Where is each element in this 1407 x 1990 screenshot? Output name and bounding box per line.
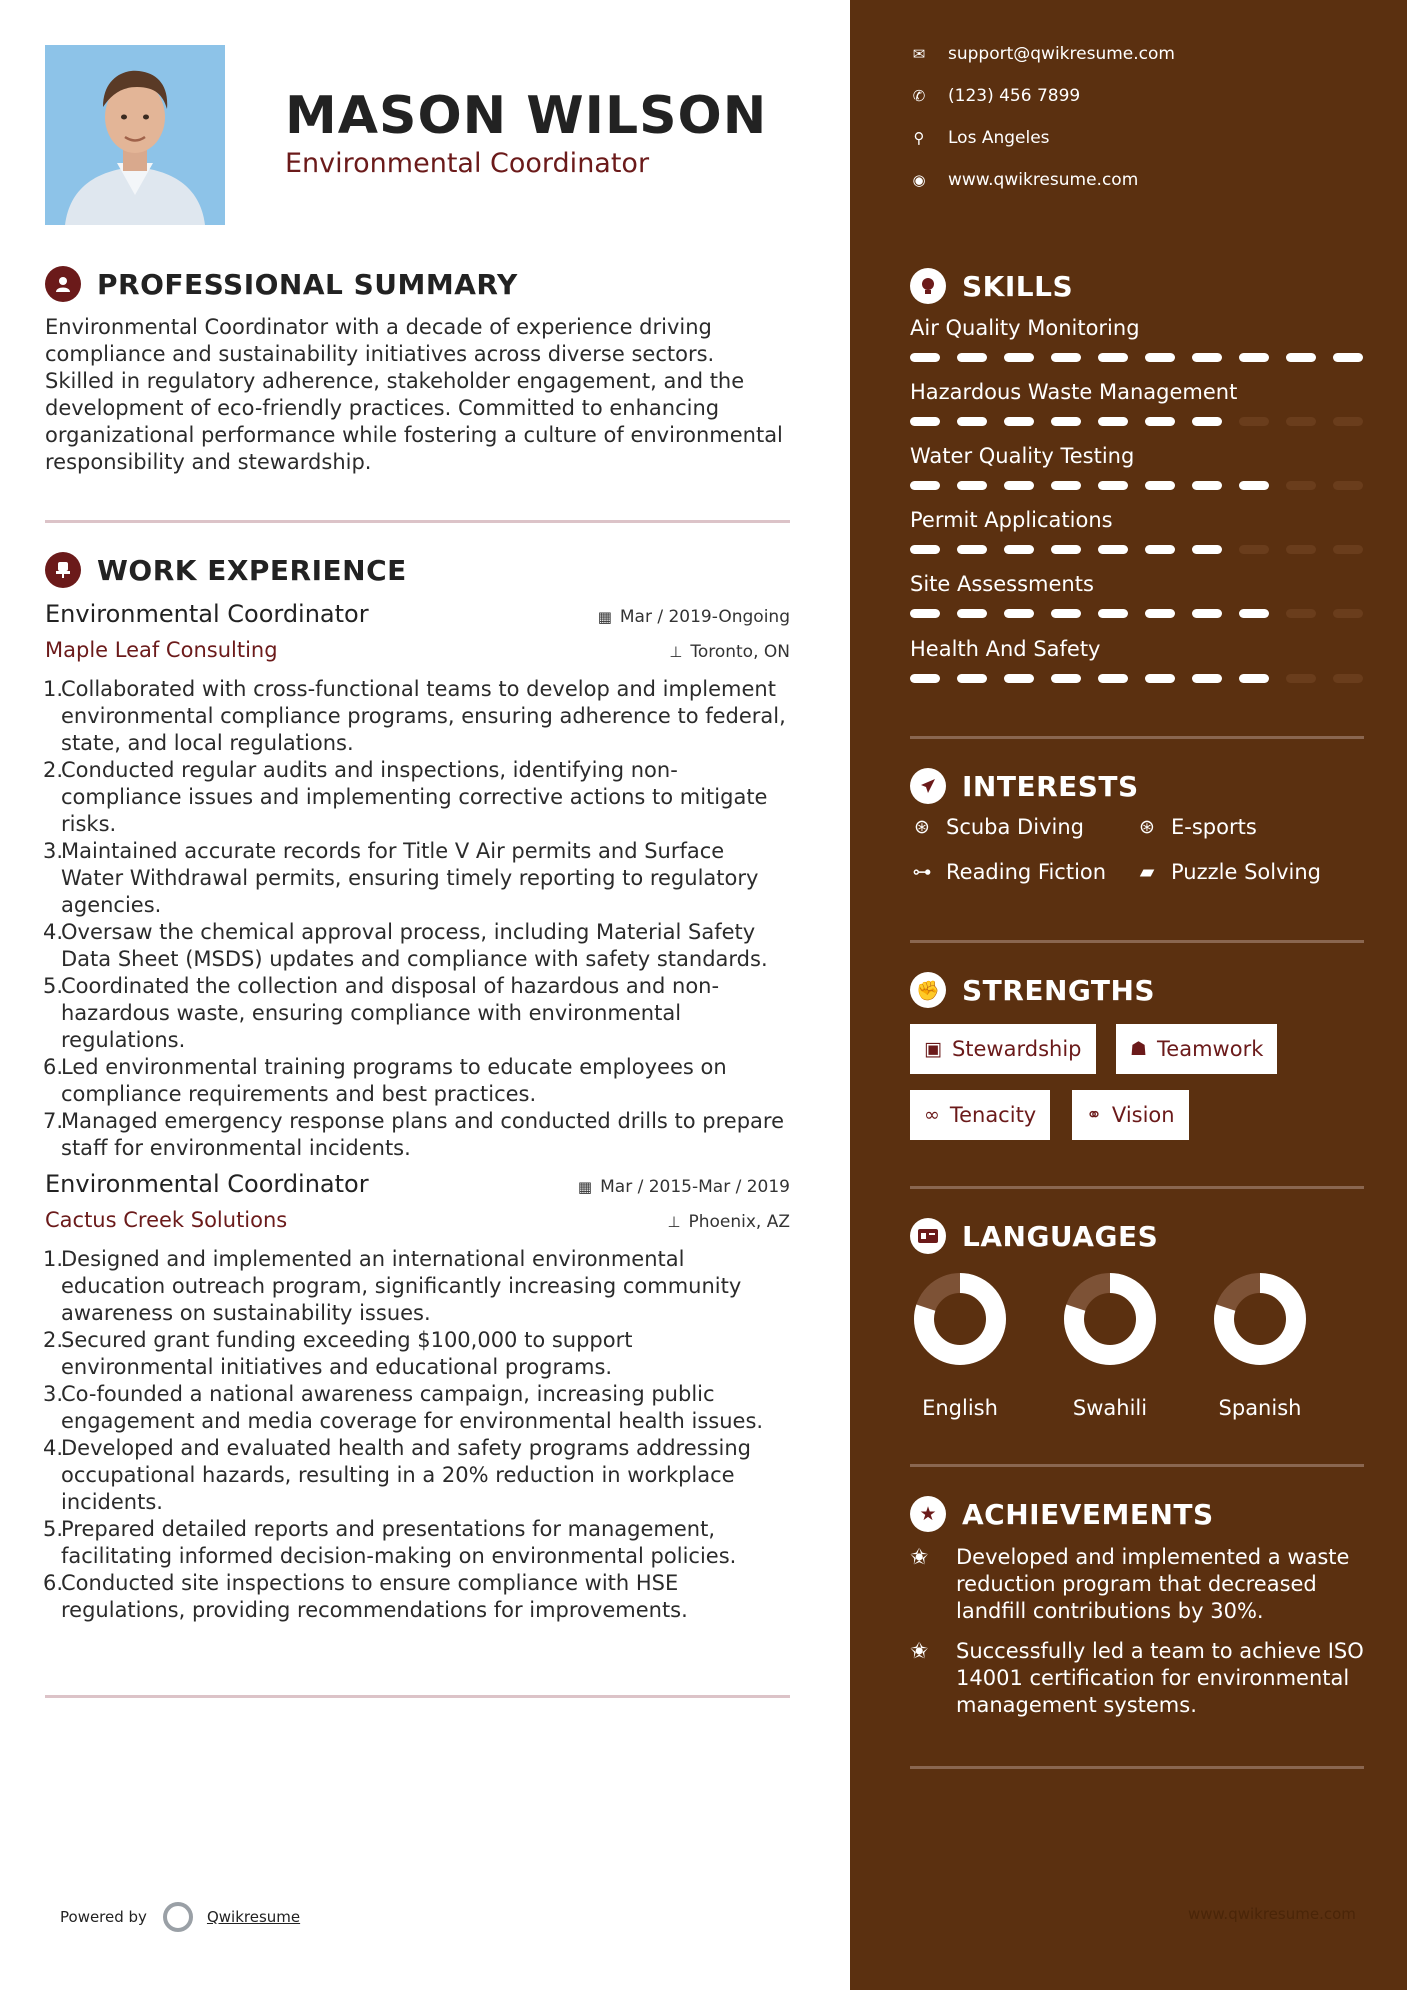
- interest-label: Reading Fiction: [946, 860, 1107, 884]
- interest-label: Puzzle Solving: [1171, 860, 1321, 884]
- contact-email-text: support@qwikresume.com: [948, 44, 1175, 64]
- skill-level-segment: [1004, 545, 1034, 554]
- list-item: 4. Developed and evaluated health and safety programs addressing occupational hazards, resulting in a 20% reduction in workplace incidents.: [43, 1436, 751, 1514]
- skill-level-segment: [910, 609, 940, 618]
- powered-by-label: Powered by: [60, 1908, 147, 1926]
- list-item: 4. Oversaw the chemical approval process, including Material Safety Data Sheet (MSDS) updates and compliance with safety standards.: [43, 920, 768, 971]
- skill-level-segment: [1239, 545, 1269, 554]
- skill-level-segment: [1051, 353, 1081, 362]
- contact-website-text: www.qwikresume.com: [948, 170, 1139, 190]
- language-name: Spanish: [1218, 1396, 1302, 1420]
- skill-level-segment: [1051, 545, 1081, 554]
- skill-level-segment: [1333, 545, 1363, 554]
- footer-site: www.qwikresume.com: [1188, 1905, 1356, 1923]
- list-item: 6. Conducted site inspections to ensure compliance with HSE regulations, providing recommendations for improvements.: [43, 1571, 688, 1622]
- skill-name: Air Quality Monitoring: [910, 316, 1140, 340]
- divider: [45, 1695, 790, 1698]
- job-duties: [45, 1246, 790, 1624]
- divider: [910, 1464, 1364, 1467]
- list-item: 7. Managed emergency response plans and conducted drills to prepare staff for environmental incidents.: [43, 1109, 784, 1160]
- skills-title: SKILLS: [962, 269, 1074, 303]
- divider: [910, 1186, 1364, 1189]
- calendar-icon: ▦: [577, 1178, 593, 1196]
- skill-level-segment: [1098, 417, 1128, 426]
- contact-email[interactable]: [910, 44, 1175, 64]
- skill-level-segment: [957, 417, 987, 426]
- skill-level-segment: [1145, 353, 1175, 362]
- skill-level-segment: [1004, 674, 1034, 683]
- strength-label: Stewardship: [951, 1037, 1082, 1061]
- list-item: 3. Co-founded a national awareness campaign, increasing public engagement and media coverage for environmental health issues.: [43, 1382, 764, 1433]
- list-item: 1. Collaborated with cross-functional teams to develop and implement environmental compliance programs, ensuring adherence to federal, state, and local regulations.: [43, 677, 786, 755]
- skill-level-segment: [1333, 609, 1363, 618]
- skill-level-segment: [910, 353, 940, 362]
- powered-by: [60, 1902, 300, 1932]
- star-badge-icon: ★: [910, 1496, 946, 1532]
- skill-row: [910, 380, 1364, 426]
- skill-row: [910, 444, 1364, 490]
- skill-level-segment: [1004, 353, 1034, 362]
- strength-label: Tenacity: [949, 1103, 1037, 1127]
- achievement-text: Successfully led a team to achieve ISO 14001 certification for environmental management systems.: [956, 1639, 1364, 1717]
- language-item: [1190, 1272, 1330, 1420]
- gamepad-icon: ⊶: [912, 861, 932, 883]
- strengths-heading: [910, 972, 1155, 1008]
- divider: [45, 520, 790, 523]
- binoculars-icon: ⚭: [1086, 1104, 1102, 1126]
- summary-text: Environmental Coordinator with a decade of experience driving compliance and sustainability initiatives across diverse sectors. Skilled in regulatory adherence, stakeholder engagement, and the development of eco-friendly practices. Committed to enhancing organizational performance while fostering a culture of environmental responsibility and stewardship.: [45, 315, 783, 474]
- skill-level-segment: [1333, 417, 1363, 426]
- skill-level-segment: [957, 674, 987, 683]
- list-item: 6. Led environmental training programs to educate employees on compliance requirements and best practices.: [43, 1055, 727, 1106]
- contact-phone[interactable]: [910, 86, 1080, 106]
- brand-link[interactable]: Qwikresume: [206, 1908, 301, 1926]
- list-item: 5. Prepared detailed reports and presentations for management, facilitating informed decision-making on environmental policies.: [43, 1517, 737, 1568]
- fist-icon: ✊: [910, 972, 946, 1008]
- map-marker-icon: ⚲: [913, 129, 925, 147]
- job-dates: [578, 1177, 790, 1197]
- lifebuoy-icon: ⊛: [914, 816, 930, 838]
- skill-level-segment: [1098, 481, 1128, 490]
- skill-level-segment: [1145, 674, 1175, 683]
- skill-level-segment: [1192, 417, 1222, 426]
- skill-level-bar: [910, 417, 1364, 426]
- skill-level-segment: [1333, 481, 1363, 490]
- job-location-text: Phoenix, AZ: [688, 1212, 790, 1232]
- skills-heading: [910, 268, 1073, 304]
- skill-level-segment: [1239, 609, 1269, 618]
- skill-level-segment: [910, 674, 940, 683]
- contact-location: [910, 128, 1050, 148]
- achievement-text: Developed and implemented a waste reduction program that decreased landfill contributions by 30%.: [956, 1545, 1350, 1623]
- skill-row: [910, 637, 1364, 683]
- skill-level-bar: [910, 545, 1364, 554]
- strength-badge: [1072, 1090, 1189, 1140]
- language-name: Swahili: [1072, 1396, 1148, 1420]
- shooting-star-icon: ✬: [910, 1545, 929, 1570]
- list-item: 1. Designed and implemented an international environmental education outreach program, significantly increasing community awareness on sustainability issues.: [43, 1247, 742, 1325]
- strength-badge: [910, 1024, 1096, 1074]
- skill-level-segment: [957, 609, 987, 618]
- achievements-heading: [910, 1496, 1214, 1532]
- interests-title: INTERESTS: [962, 769, 1139, 803]
- skill-level-segment: [1004, 609, 1034, 618]
- interest-item: [910, 860, 1106, 884]
- skill-row: [910, 572, 1364, 618]
- summary-title: PROFESSIONAL SUMMARY: [97, 267, 518, 301]
- company-name: Maple Leaf Consulting: [45, 638, 278, 662]
- skill-level-bar: [910, 481, 1364, 490]
- job-location: [667, 1212, 790, 1232]
- skill-level-segment: [1239, 674, 1269, 683]
- skill-level-segment: [1051, 417, 1081, 426]
- user-icon: [45, 266, 81, 302]
- company-name: Cactus Creek Solutions: [45, 1208, 288, 1232]
- briefcase-chair-icon: [45, 552, 81, 588]
- skill-level-segment: [1333, 353, 1363, 362]
- skill-level-segment: [1051, 609, 1081, 618]
- interests-heading: [910, 768, 1139, 804]
- job-dates-text: Mar / 2019-Ongoing: [619, 607, 790, 627]
- skill-level-segment: [1286, 674, 1316, 683]
- envelope-icon: ✉: [912, 45, 926, 63]
- divider: [910, 1766, 1364, 1769]
- skill-level-segment: [957, 545, 987, 554]
- job-dates-text: Mar / 2015-Mar / 2019: [600, 1177, 790, 1197]
- job-dates: [598, 607, 790, 627]
- lifebuoy-icon: ⊛: [1139, 816, 1155, 838]
- contact-phone-text: (123) 456 7899: [948, 86, 1081, 106]
- skill-level-bar: [910, 353, 1364, 362]
- list-item: 3. Maintained accurate records for Title V Air permits and Surface Water Withdrawal permits, ensuring timely reporting to regulatory agencies.: [43, 839, 759, 917]
- skill-level-segment: [1051, 481, 1081, 490]
- job-duties: [45, 676, 790, 1162]
- language-ring: [1063, 1272, 1157, 1366]
- qwikresume-logo-icon: [163, 1902, 193, 1932]
- job-title: Environmental Coordinator: [45, 600, 369, 628]
- job-location-text: Toronto, ON: [690, 642, 790, 662]
- skill-level-segment: [1286, 545, 1316, 554]
- users-icon: ☗: [1130, 1038, 1148, 1060]
- interest-item: [1135, 815, 1257, 839]
- strength-label: Vision: [1111, 1103, 1175, 1127]
- skill-level-segment: [957, 481, 987, 490]
- lightbulb-icon: [910, 268, 946, 304]
- divider: [910, 736, 1364, 739]
- skill-level-segment: [910, 545, 940, 554]
- skill-row: [910, 316, 1364, 362]
- skill-level-segment: [1192, 353, 1222, 362]
- skill-level-segment: [1004, 417, 1034, 426]
- strength-badge: [1116, 1024, 1277, 1074]
- interest-label: Scuba Diving: [946, 815, 1084, 839]
- strength-label: Teamwork: [1157, 1037, 1264, 1061]
- job-title: Environmental Coordinator: [45, 1170, 369, 1198]
- skill-level-segment: [1098, 674, 1128, 683]
- languages-title: LANGUAGES: [962, 1219, 1159, 1253]
- divider: [910, 940, 1364, 943]
- language-ring: [913, 1272, 1007, 1366]
- achievement-item: [910, 1638, 1364, 1719]
- skill-name: Water Quality Testing: [910, 444, 1135, 468]
- language-item: [890, 1272, 1030, 1420]
- job-entry: [45, 1170, 790, 1624]
- skill-level-bar: [910, 609, 1364, 618]
- skill-level-segment: [1239, 417, 1269, 426]
- skill-level-segment: [1145, 481, 1175, 490]
- skill-level-segment: [1286, 417, 1316, 426]
- skill-level-segment: [1145, 609, 1175, 618]
- skill-name: Hazardous Waste Management: [910, 380, 1238, 404]
- summary-heading: [45, 266, 518, 302]
- languages-heading: [910, 1218, 1158, 1254]
- sidebar: [850, 0, 1407, 1990]
- list-item: 5. Coordinated the collection and disposal of hazardous and non-hazardous waste, ensuring compliance with environmental regulations.: [43, 974, 720, 1052]
- job-entry: [45, 600, 790, 1162]
- skill-name: Health And Safety: [910, 637, 1101, 661]
- experience-title: WORK EXPERIENCE: [97, 553, 407, 587]
- strength-badge: [910, 1090, 1050, 1140]
- skill-level-segment: [1239, 481, 1269, 490]
- skill-level-bar: [910, 674, 1364, 683]
- book-icon: ▰: [1139, 861, 1155, 883]
- candidate-name: MASON WILSON: [285, 86, 768, 146]
- list-item: 2. Secured grant funding exceeding $100,000 to support environmental initiatives and educational programs.: [43, 1328, 633, 1379]
- interest-item: [910, 815, 1084, 839]
- link-icon: ∞: [924, 1104, 940, 1126]
- skill-level-segment: [1145, 417, 1175, 426]
- skill-level-segment: [1286, 481, 1316, 490]
- skill-level-segment: [910, 417, 940, 426]
- candidate-title: Environmental Coordinator: [285, 148, 650, 179]
- skill-level-segment: [957, 353, 987, 362]
- achievement-item: [910, 1544, 1364, 1625]
- contact-website[interactable]: [910, 170, 1138, 190]
- skill-level-segment: [1192, 545, 1222, 554]
- phone-icon: ✆: [912, 87, 926, 105]
- skill-level-segment: [1098, 353, 1128, 362]
- skill-level-segment: [1098, 545, 1128, 554]
- shooting-star-icon: ✬: [910, 1639, 929, 1664]
- strengths-title: STRENGTHS: [962, 973, 1156, 1007]
- language-icon: [910, 1218, 946, 1254]
- job-location: [669, 642, 790, 662]
- language-item: [1040, 1272, 1180, 1420]
- language-ring: [1213, 1272, 1307, 1366]
- paper-plane-icon: [910, 768, 946, 804]
- globe-icon: ◉: [912, 171, 926, 189]
- experience-heading: [45, 552, 407, 588]
- contact-location-text: Los Angeles: [948, 128, 1050, 148]
- skill-level-segment: [1286, 353, 1316, 362]
- skill-level-segment: [1192, 674, 1222, 683]
- skill-level-segment: [1051, 674, 1081, 683]
- language-name: English: [922, 1396, 998, 1420]
- skill-level-segment: [1286, 609, 1316, 618]
- skill-level-segment: [1239, 353, 1269, 362]
- skill-name: Site Assessments: [910, 572, 1094, 596]
- briefcase-icon: ▣: [924, 1038, 942, 1060]
- skill-level-segment: [1004, 481, 1034, 490]
- profile-photo: [45, 45, 225, 225]
- list-item: 2. Conducted regular audits and inspections, identifying non-compliance issues and implementing corrective actions to mitigate risks.: [43, 758, 768, 836]
- skill-row: [910, 508, 1364, 554]
- calendar-icon: ▦: [597, 608, 612, 626]
- pin-icon: ⊥: [669, 643, 683, 661]
- skill-level-segment: [1145, 545, 1175, 554]
- skill-level-segment: [1192, 609, 1222, 618]
- skill-level-segment: [1192, 481, 1222, 490]
- achievements-title: ACHIEVEMENTS: [962, 1497, 1214, 1531]
- pin-icon: ⊥: [667, 1213, 681, 1231]
- skill-level-segment: [1333, 674, 1363, 683]
- interest-label: E-sports: [1171, 815, 1257, 839]
- skill-name: Permit Applications: [910, 508, 1113, 532]
- skill-level-segment: [910, 481, 940, 490]
- skill-level-segment: [1098, 609, 1128, 618]
- interest-item: [1135, 860, 1321, 884]
